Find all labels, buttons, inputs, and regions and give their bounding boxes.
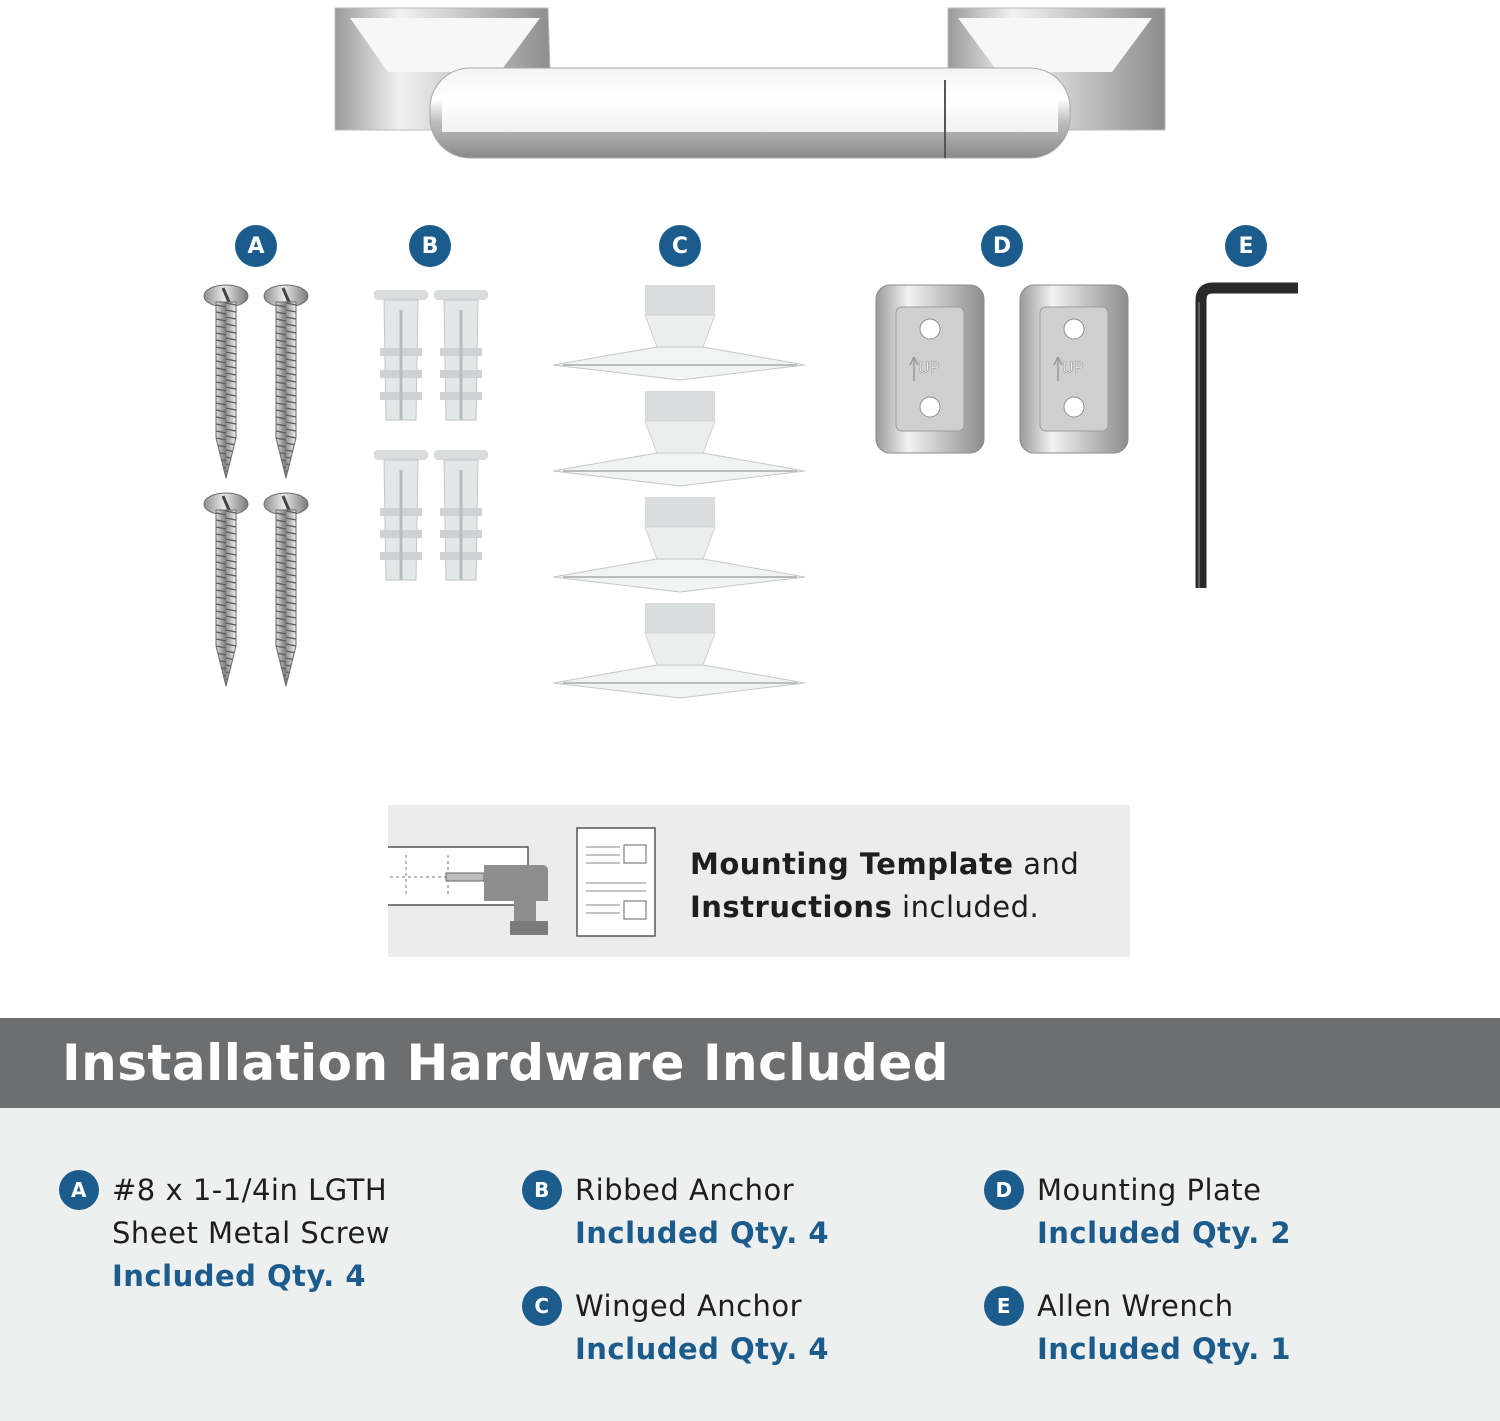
list-item-d <box>995 1169 1292 1255</box>
list-item-a <box>71 1169 391 1298</box>
instructions-icon <box>576 827 660 939</box>
template-note <box>690 843 1079 929</box>
winged-anchors-illustration <box>553 285 805 698</box>
list-item-a-line-2: Sheet Metal Screw <box>112 1216 391 1250</box>
list-item-b-qty: Included Qty. 4 <box>575 1216 830 1250</box>
list-item-d-qty: Included Qty. 2 <box>1037 1216 1292 1250</box>
part-badge-e: E <box>1225 225 1267 267</box>
list-item-e-qty: Included Qty. 1 <box>1037 1332 1292 1366</box>
list-item-b-line-1: Ribbed Anchor <box>575 1173 795 1207</box>
template-note-plain-1: and <box>1013 847 1080 881</box>
part-badge-d: D <box>981 225 1023 267</box>
list-badge-b: B <box>522 1170 562 1210</box>
list-item-a-qty: Included Qty. 4 <box>112 1259 367 1293</box>
list-badge-c: C <box>522 1286 562 1326</box>
list-badge-a: A <box>59 1170 99 1210</box>
template-note-bold-2: Instructions <box>690 890 893 924</box>
parts-list <box>0 1108 1500 1421</box>
svg-text:UP: UP <box>1062 358 1084 377</box>
header-band <box>0 1018 1500 1108</box>
list-item-c <box>534 1285 830 1371</box>
allen-wrench-illustration <box>1199 288 1298 588</box>
list-item-e-line-1: Allen Wrench <box>1037 1289 1234 1323</box>
list-item-e <box>996 1285 1292 1371</box>
list-item-d-line-1: Mounting Plate <box>1037 1173 1262 1207</box>
ribbed-anchors-illustration <box>374 290 488 580</box>
template-note-plain-2: included. <box>892 890 1040 924</box>
part-badge-c: C <box>659 225 701 267</box>
part-badge-b: B <box>409 225 451 267</box>
list-item-b <box>534 1169 830 1255</box>
list-item-c-line-1: Winged Anchor <box>575 1289 803 1323</box>
towel-bar <box>335 8 1165 158</box>
page-title: Installation Hardware Included <box>62 1034 950 1092</box>
list-badge-e: E <box>984 1286 1024 1326</box>
list-item-a-line-1: #8 x 1-1/4in LGTH <box>112 1173 388 1207</box>
list-badge-d: D <box>984 1170 1024 1210</box>
svg-text:UP: UP <box>918 358 940 377</box>
mounting-template-box <box>388 805 1130 957</box>
list-item-c-qty: Included Qty. 4 <box>575 1332 830 1366</box>
screws-illustration <box>204 285 308 686</box>
part-badge-a: A <box>235 225 277 267</box>
mounting-plates-illustration <box>876 285 1128 453</box>
template-note-bold-1: Mounting Template <box>690 847 1014 881</box>
